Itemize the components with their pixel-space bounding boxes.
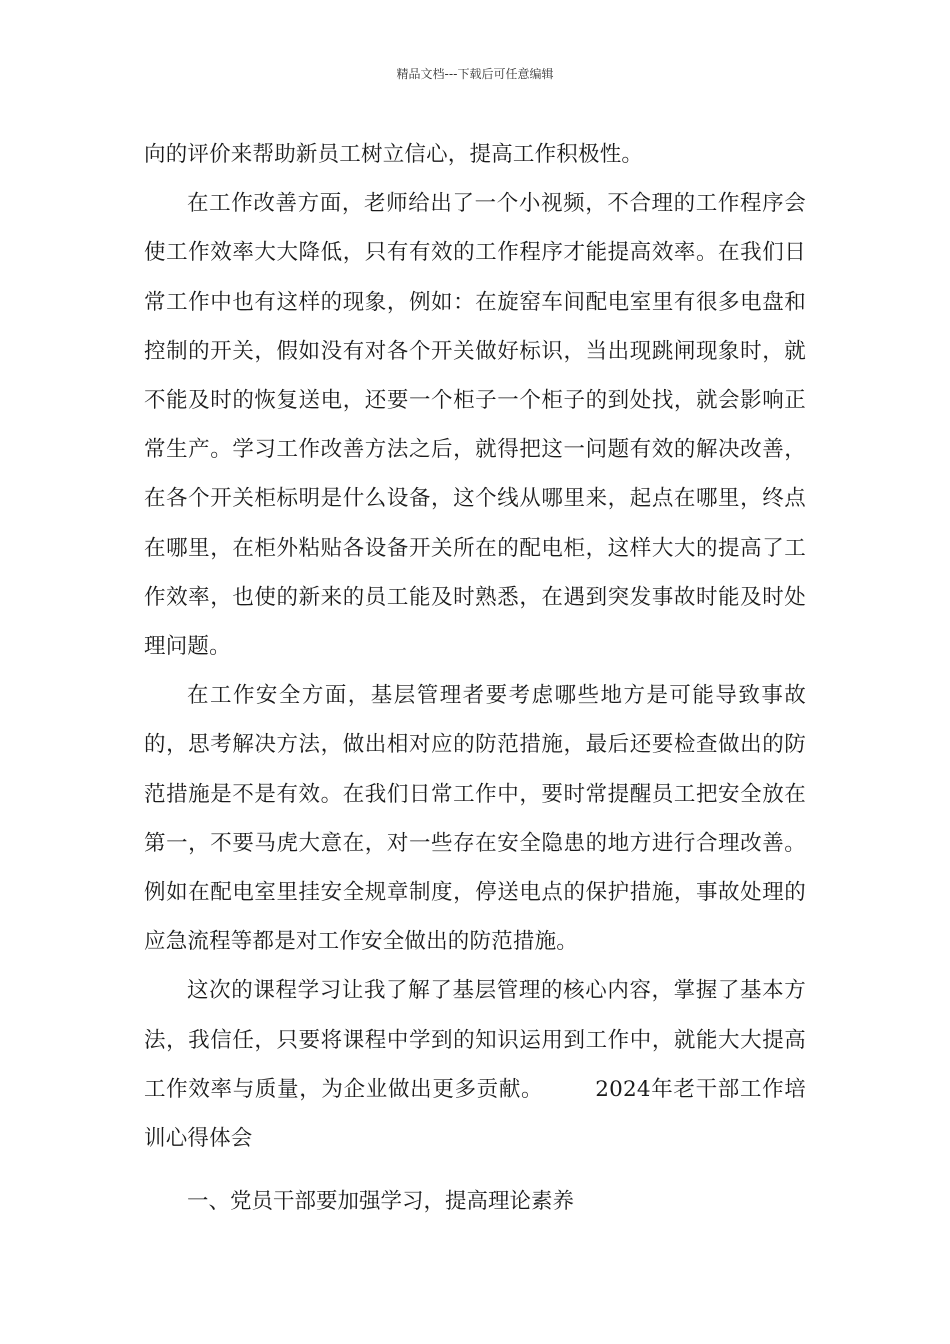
next-document-title: 2024年老干部工作培训心得体会 [144, 1076, 807, 1152]
paragraph-conclusion [144, 966, 806, 1163]
document-body [144, 130, 806, 1226]
paragraph-intro-continuation: 向的评价来帮助新员工树立信心，提高工作积极性。 [144, 142, 644, 167]
conclusion-text: 这次的课程学习让我了解了基层管理的核心内容，掌握了基本方法，我信任，只要将课程中学到的知识运用到工作中，就能大大提高工作效率与质量，为企业做出更多贡献。 [144, 978, 806, 1102]
section-heading: 一、党员干部要加强学习，提高理论素养 [187, 1189, 575, 1215]
paragraph-work-improvement: 在工作改善方面，老师给出了一个小视频，不合理的工作程序会使工作效率大大降低，只有有效的工作程序才能提高效率。在我们日常工作中也有这样的现象，例如：在旋窑车间配电室里有很多电盘和控制的开关，假如没有对各个开关做好标识，当出现跳闸现象时，就不能及时的恢复送电，还要一个柜子一个柜子的到处找，就会影响正常生产。学习工作改善方法之后，就得把这一问题有效的解决改善，在各个开关柜标明是什么设备，这个线从哪里来，起点在哪里，终点在哪里，在柜外粘贴各设备开关所在的配电柜，这样大大的提高了工作效率，也使的新来的员工能及时熟悉，在遇到突发事故时能及时处理问题。 [144, 191, 806, 660]
page-header: 精品文档---下载后可任意编辑 [396, 67, 554, 81]
paragraph-work-safety: 在工作安全方面，基层管理者要考虑哪些地方是可能导致事故的，思考解决方法，做出相对应的防范措施，最后还要检查做出的防范措施是不是有效。在我们日常工作中，要时常提醒员工把安全放在第一，不要马虎大意在，对一些存在安全隐患的地方进行合理改善。例如在配电室里挂安全规章制度，停送电点的保护措施，事故处理的应急流程等都是对工作安全做出的防范措施。 [144, 683, 806, 955]
